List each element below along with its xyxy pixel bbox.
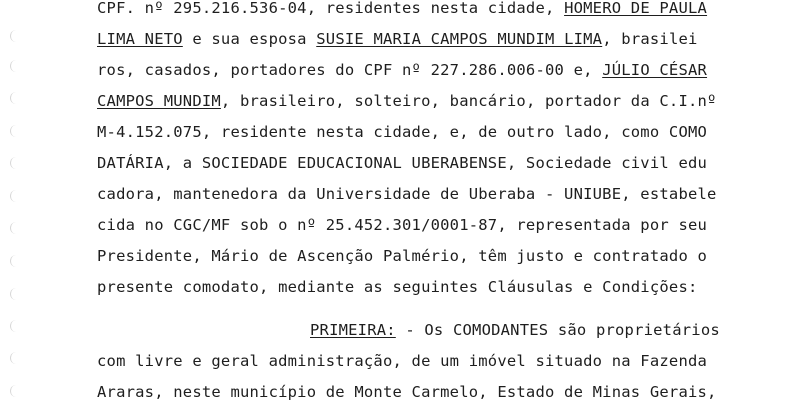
name-julio-cont: CAMPOS MUNDIM bbox=[97, 92, 221, 110]
text-segment: cida no CGC/MF sob o nº 25.452.301/0001-87, representada por seu bbox=[97, 216, 708, 234]
text-line-4 bbox=[97, 91, 738, 111]
name-julio: JÚLIO CÉSAR bbox=[602, 61, 708, 79]
text-segment: com livre e geral administração, de um imóvel situado na Fazenda bbox=[97, 352, 708, 370]
text-segment: Presidente, Mário de Ascenção Palmério, têm justo e contratado o bbox=[97, 247, 708, 265]
name-homero-cont: LIMA NETO bbox=[97, 30, 183, 48]
page-margin-marks bbox=[4, 0, 24, 406]
text-line-1 bbox=[97, 0, 738, 18]
name-homero: HOMERO DE PAULA bbox=[564, 0, 708, 17]
text-segment: , brasileiro, solteiro, bancário, portador da C.I.nº bbox=[220, 92, 717, 110]
text-segment: M-4.152.075, residente nesta cidade, e, de outro lado, como COMO bbox=[97, 123, 708, 141]
text-line-clause-heading bbox=[310, 320, 738, 340]
text-line-2 bbox=[97, 29, 738, 49]
text-line-13 bbox=[97, 382, 738, 402]
text-line-8 bbox=[97, 215, 738, 235]
text-segment: ros, casados, portadores do CPF nº 227.286.006-00 e, bbox=[97, 61, 603, 79]
text-segment: , brasilei bbox=[602, 30, 698, 48]
text-segment: CPF. nº 295.216.536-04, residentes nesta cidade, bbox=[97, 0, 565, 17]
name-susie: SUSIE MARIA CAMPOS MUNDIM LIMA bbox=[316, 30, 603, 48]
text-line-6 bbox=[97, 153, 738, 173]
text-line-10 bbox=[97, 277, 738, 297]
text-line-7 bbox=[97, 184, 738, 204]
text-segment: e sua esposa bbox=[182, 30, 317, 48]
text-line-12 bbox=[97, 351, 738, 371]
text-segment: - Os COMODANTES são proprietários bbox=[395, 321, 720, 339]
text-line-5 bbox=[97, 122, 738, 142]
clause-primeira-heading: PRIMEIRA: bbox=[310, 321, 396, 339]
text-line-9 bbox=[97, 246, 738, 266]
text-line-3 bbox=[97, 60, 738, 80]
text-segment: presente comodato, mediante as seguintes Cláusulas e Condições: bbox=[97, 278, 698, 296]
text-segment: Araras, neste município de Monte Carmelo, Estado de Minas Gerais, bbox=[97, 383, 717, 401]
text-segment: cadora, mantenedora da Universidade de Uberaba - UNIUBE, estabele bbox=[97, 185, 717, 203]
text-segment: DATÁRIA, a SOCIEDADE EDUCACIONAL UBERABENSE, Sociedade civil edu bbox=[97, 154, 708, 172]
